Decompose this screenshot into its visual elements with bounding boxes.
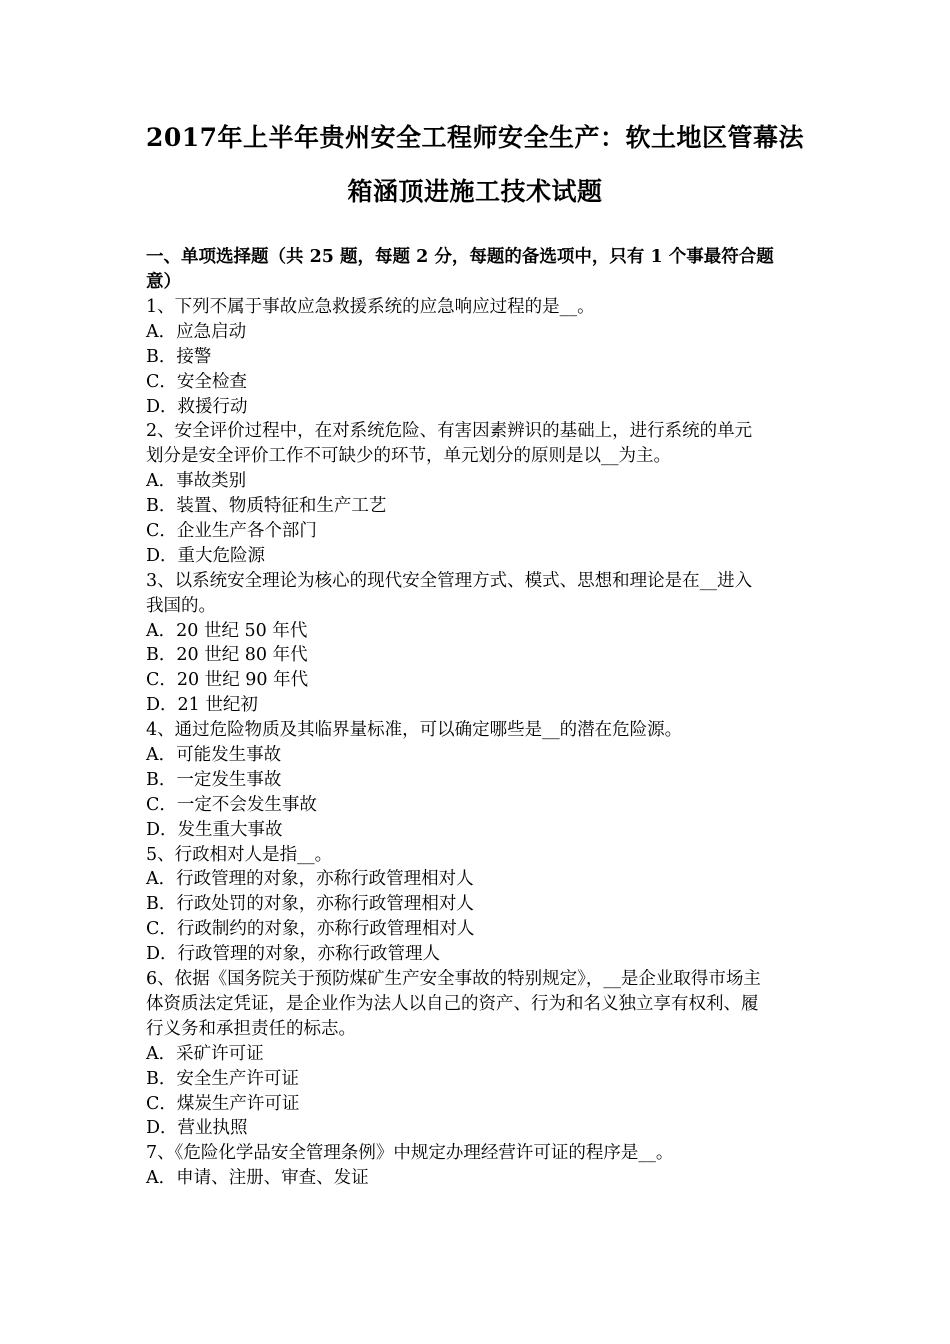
answer-option: A．事故类别 bbox=[146, 471, 247, 492]
question-text: 5、行政相对人是指__。 bbox=[146, 844, 333, 865]
question-text: 行义务和承担责任的标志。 bbox=[146, 1018, 356, 1039]
answer-option: B．20 世纪 80 年代 bbox=[146, 645, 308, 666]
section-heading-line-1: 一、单项选择题（共 25 题，每题 2 分，每题的备选项中，只有 1 个事最符合题 bbox=[146, 247, 774, 267]
answer-option: A．可能发生事故 bbox=[146, 745, 282, 766]
question-text: 7、《危险化学品安全管理条例》中规定办理经营许可证的程序是__。 bbox=[146, 1143, 674, 1164]
answer-option: B．装置、物质特征和生产工艺 bbox=[146, 496, 387, 517]
answer-option: C．企业生产各个部门 bbox=[146, 521, 317, 542]
answer-option: B．安全生产许可证 bbox=[146, 1068, 299, 1089]
answer-option: D．救援行动 bbox=[146, 396, 248, 417]
answer-option: A．20 世纪 50 年代 bbox=[146, 620, 308, 641]
answer-option: B．一定发生事故 bbox=[146, 769, 282, 790]
question-text: 体资质法定凭证，是企业作为法人以自己的资产、行为和名义独立享有权利、履 bbox=[146, 993, 759, 1014]
document-title-line-2: 箱涵顶进施工技术试题 bbox=[347, 177, 603, 206]
section-heading bbox=[146, 245, 811, 295]
question-text: 我国的。 bbox=[146, 595, 216, 616]
question-list bbox=[146, 295, 811, 1191]
question-text: 2、安全评价过程中，在对系统危险、有害因素辨识的基础上，进行系统的单元 bbox=[146, 421, 753, 442]
answer-option: D．营业执照 bbox=[146, 1118, 248, 1139]
answer-option: A．行政管理的对象，亦称行政管理相对人 bbox=[146, 869, 474, 890]
document-title-line-1: 2017年上半年贵州安全工程师安全生产：软土地区管幕法 bbox=[145, 123, 805, 152]
answer-option: C．行政制约的对象，亦称行政管理相对人 bbox=[146, 919, 475, 940]
answer-option: C．一定不会发生事故 bbox=[146, 794, 317, 815]
answer-option: C．煤炭生产许可证 bbox=[146, 1093, 300, 1114]
answer-option: A．采矿许可证 bbox=[146, 1043, 264, 1064]
question-text: 划分是安全评价工作不可缺少的环节，单元划分的原则是以__为主。 bbox=[146, 446, 671, 467]
answer-option: D．发生重大事故 bbox=[146, 819, 283, 840]
question-text: 3、以系统安全理论为核心的现代安全管理方式、模式、思想和理论是在__进入 bbox=[146, 570, 753, 591]
answer-option: A．应急启动 bbox=[146, 321, 247, 342]
question-text: 6、依据《国务院关于预防煤矿生产安全事故的特别规定》，__是企业取得市场主 bbox=[146, 969, 761, 990]
answer-option: C．20 世纪 90 年代 bbox=[146, 670, 309, 691]
answer-option: A．申请、注册、审查、发证 bbox=[146, 1168, 369, 1189]
answer-option: B．接警 bbox=[146, 346, 212, 367]
section-heading-line-2: 意） bbox=[146, 272, 181, 292]
answer-option: B．行政处罚的对象，亦称行政管理相对人 bbox=[146, 894, 474, 915]
answer-option: D．重大危险源 bbox=[146, 545, 266, 566]
answer-option: C．安全检查 bbox=[146, 371, 247, 392]
question-text: 1、下列不属于事故应急救援系统的应急响应过程的是__。 bbox=[146, 297, 595, 317]
answer-option: D．21 世纪初 bbox=[146, 695, 258, 716]
question-text: 4、通过危险物质及其临界量标准，可以确定哪些是__的潜在危险源。 bbox=[146, 720, 683, 741]
answer-option: D．行政管理的对象，亦称行政管理人 bbox=[146, 944, 441, 965]
